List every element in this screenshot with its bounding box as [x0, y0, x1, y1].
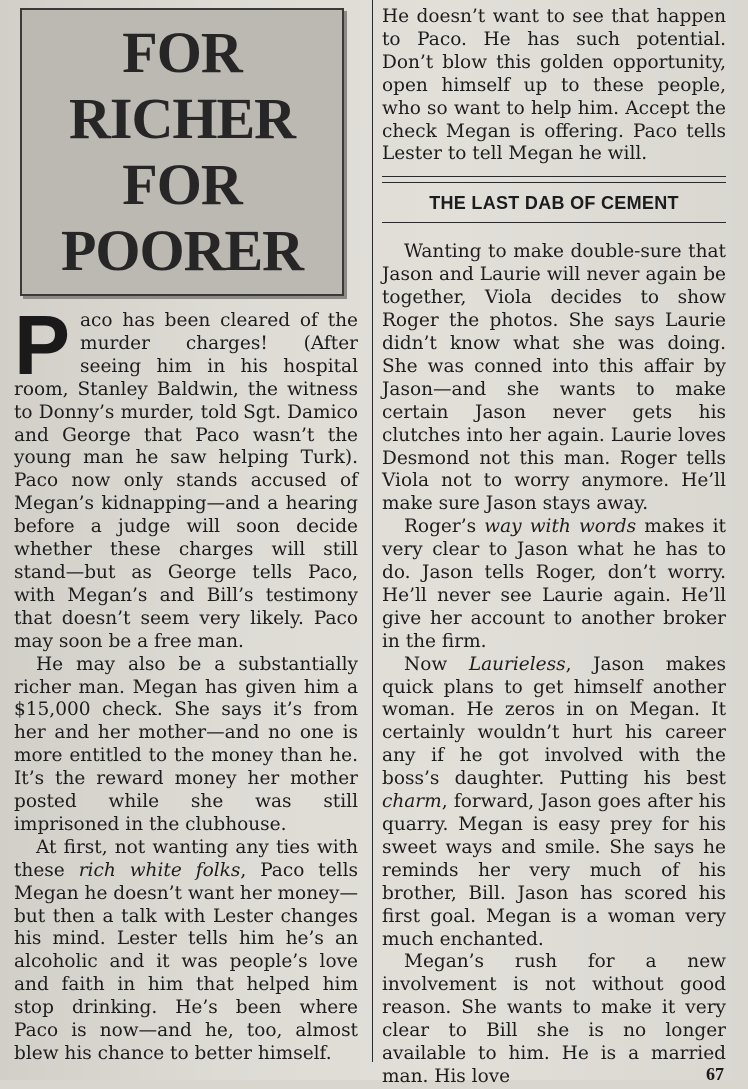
paragraph-1-text: aco has been cleared of the murder charges! (After seeing him in his hospital room, Stanley Baldwin, the witness to Donny’s murder, told Sgt. Damico and George that Paco wasn’t the young man he saw helping Turk). Paco now only stands accused of Megan’s kidnapping—and a hearing before a judge will soon decide whether these charges will still stand—but as George tells Paco, with Megan’s and Bill’s testimony that doesn’t seem very likely. Paco may soon be a free man.	[14, 310, 358, 652]
right-paragraph-1: Wanting to make double-sure that Jason and Laurie will never again be together, Viola decides to show Roger the photos. She says Laurie didn’t know what she was doing. She was conned into this affair by Jason—and she wants to make certain Jason never gets his clutches into her again. Laurie loves Desmond not this man. Roger tells Viola not to worry anymore. He’ll make sure Jason stays away.	[382, 241, 726, 515]
section-heading: THE LAST DAB OF CEMENT	[429, 193, 679, 214]
continued-paragraph: He doesn’t want to see that happen to Paco. He has such potential. Don’t blow this golden opportunity, open himself up to these people, who so want to help him. Accept the check Megan is offering. Paco tells Lester to tell Megan he will.	[382, 6, 726, 165]
title-line-4: POORER	[60, 218, 304, 283]
right-paragraph-2-text-b: makes it very clear to Jason what he has to do. Jason tells Roger, don’t worry. He’ll never see Laurie again. He’ll give her account to another broker in the firm.	[382, 516, 726, 652]
right-paragraph-3-text-b: , Jason makes quick plans to get himself another woman. He zeros in on Megan. It certainly wouldn’t hurt his career any if he got involved with the boss’s daughter. Putting his best	[382, 653, 726, 790]
left-column	[14, 8, 358, 1066]
paragraph-3-italic: rich white folks	[78, 859, 241, 881]
right-paragraph-4: Megan’s rush for a new involvement is not without good reason. She wants to make it very clear to Bill she is no longer available to him. He is a married man. His love	[382, 951, 726, 1087]
right-paragraph-3-text-c: , forward, Jason goes after his quarry. Megan is easy prey for his sweet ways and smile. She says he reminds her very much of his brother, Bill. Jason has scored his first goal. Megan is a woman very much enchanted.	[382, 791, 726, 950]
paragraph-3	[14, 837, 358, 1066]
title-line-2: RICHER	[68, 86, 296, 151]
right-paragraph-2-italic: way with words	[484, 516, 637, 538]
right-paragraph-3	[382, 654, 726, 952]
right-paragraph-3-italic-2: charm	[382, 791, 442, 813]
title-line-1: FOR	[122, 20, 242, 85]
right-paragraph-3-italic-1: Laurieless	[468, 653, 566, 675]
page-number: 67	[706, 1064, 724, 1084]
right-column	[382, 6, 726, 1089]
drop-cap: P	[14, 298, 71, 392]
right-paragraph-2-text-a: Roger’s	[404, 516, 485, 538]
paragraph-3-text-a: At first, not wanting any ties with these	[14, 836, 358, 881]
column-divider	[372, 0, 373, 1062]
heading-underline	[382, 222, 726, 223]
right-paragraph-2	[382, 516, 726, 653]
paragraph-2: He may also be a substantially richer man. Megan has given him a $15,000 check. She says it’s from her and her mother—and no one is more entitled to the money than he. It’s the reward money her mother posted while she was still imprisoned in the clubhouse.	[14, 653, 358, 835]
left-article-text	[14, 298, 359, 1066]
right-paragraph-3-text-a: Now	[404, 653, 469, 675]
title-line-3: FOR	[122, 152, 242, 217]
double-rule	[382, 176, 726, 183]
paragraph-3-text-b: , Paco tells Megan he doesn’t want her money—but then a talk with Lester changes his mind. Lester tells him he’s an alcoholic and it was people’s love and faith in him that helped him stop drinking. He’s been where Paco is now—and he, too, almost blew his chance to better himself.	[14, 859, 359, 1064]
section-heading-block	[382, 176, 726, 223]
title-box	[20, 8, 344, 296]
paragraph-1	[14, 298, 358, 654]
